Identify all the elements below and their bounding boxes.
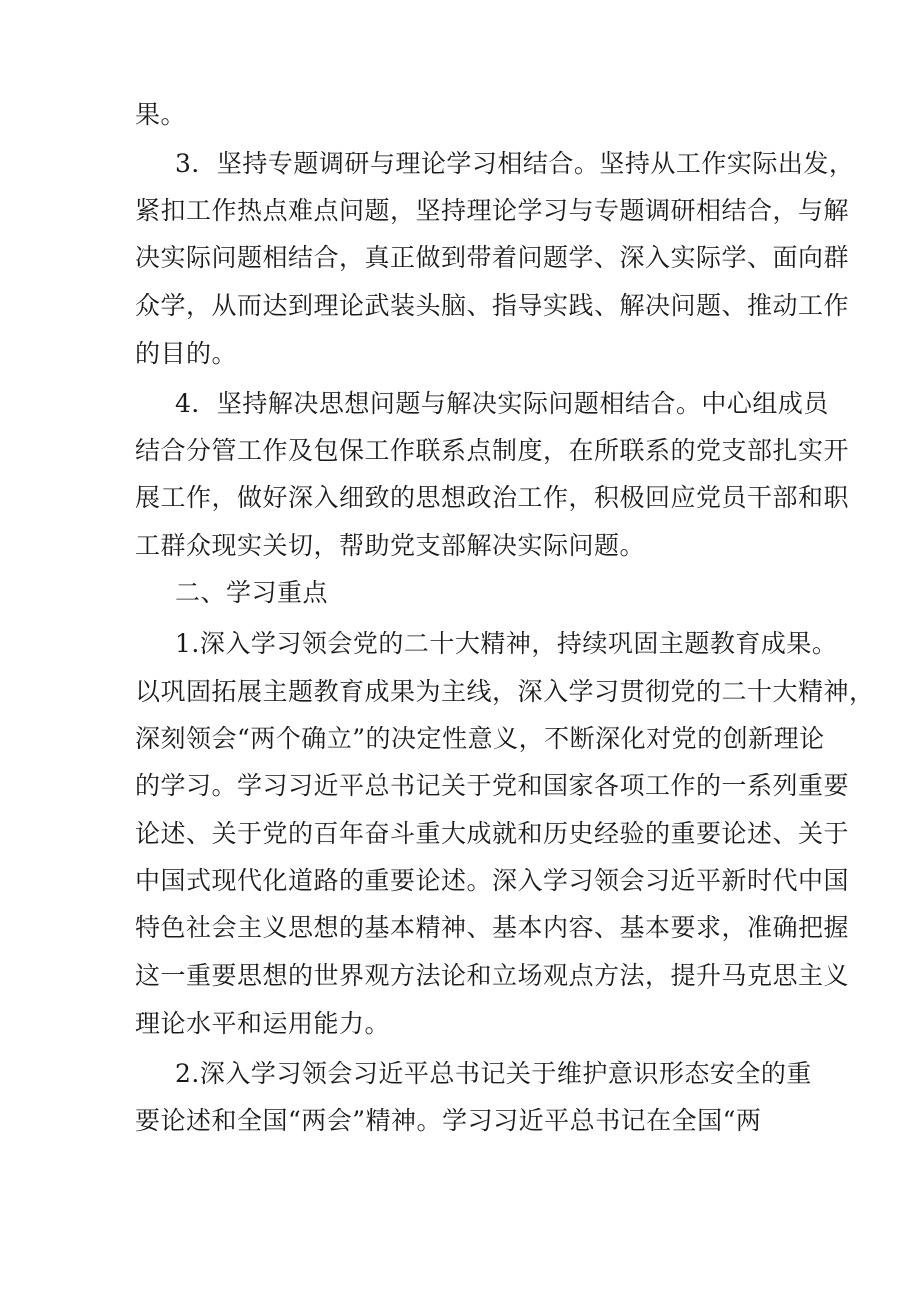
text-line: 特色社会主义思想的基本精神、基本内容、基本要求，准确把握 bbox=[135, 913, 850, 942]
text-line: 结合分管工作及包保工作联系点制度，在所联系的党支部扎实开 bbox=[135, 436, 850, 465]
text-line: 深刻领会“两个确立”的决定性意义，不断深化对党的创新理论 bbox=[135, 724, 825, 753]
text-line: 展工作，做好深入细致的思想政治工作，积极回应党员干部和职 bbox=[135, 483, 850, 512]
section-heading: 二、学习重点 bbox=[175, 578, 329, 607]
text-line: 理论水平和运用能力。 bbox=[135, 1009, 391, 1038]
text-line: 紧扣工作热点难点问题，坚持理论学习与专题调研相结合，与解 bbox=[135, 196, 850, 225]
text-line: 1.深入学习领会党的二十大精神，持续巩固主题教育成果。 bbox=[175, 629, 838, 658]
text-line: 要论述和全国“两会”精神。学习习近平总书记在全国“两 bbox=[135, 1106, 762, 1135]
text-line: 以巩固拓展主题教育成果为主线，深入学习贯彻党的二十大精神， bbox=[135, 677, 875, 706]
text-line: 这一重要思想的世界观方法论和立场观点方法，提升马克思主义 bbox=[135, 961, 850, 990]
text-line: 中国式现代化道路的重要论述。深入学习领会习近平新时代中国 bbox=[135, 866, 850, 895]
text-line: 的学习。学习习近平总书记关于党和国家各项工作的一系列重要 bbox=[135, 771, 850, 800]
text-line: 工群众现实关切，帮助党支部解决实际问题。 bbox=[135, 531, 646, 560]
text-line: 众学，从而达到理论武装头脑、指导实践、解决问题、推动工作 bbox=[135, 291, 850, 320]
text-line: 论述、关于党的百年奋斗重大成就和历史经验的重要论述、关于 bbox=[135, 819, 850, 848]
text-line: 3．坚持专题调研与理论学习相结合。坚持从工作实际出发， bbox=[175, 149, 855, 178]
text-line: 的目的。 bbox=[135, 339, 238, 368]
text-line: 2.深入学习领会习近平总书记关于维护意识形态安全的重 bbox=[175, 1059, 812, 1088]
text-line: 决实际问题相结合，真正做到带着问题学、深入实际学、面向群 bbox=[135, 243, 850, 272]
text-line: 果。 bbox=[135, 100, 187, 129]
text-line: 4．坚持解决思想问题与解决实际问题相结合。中心组成员 bbox=[175, 389, 829, 418]
